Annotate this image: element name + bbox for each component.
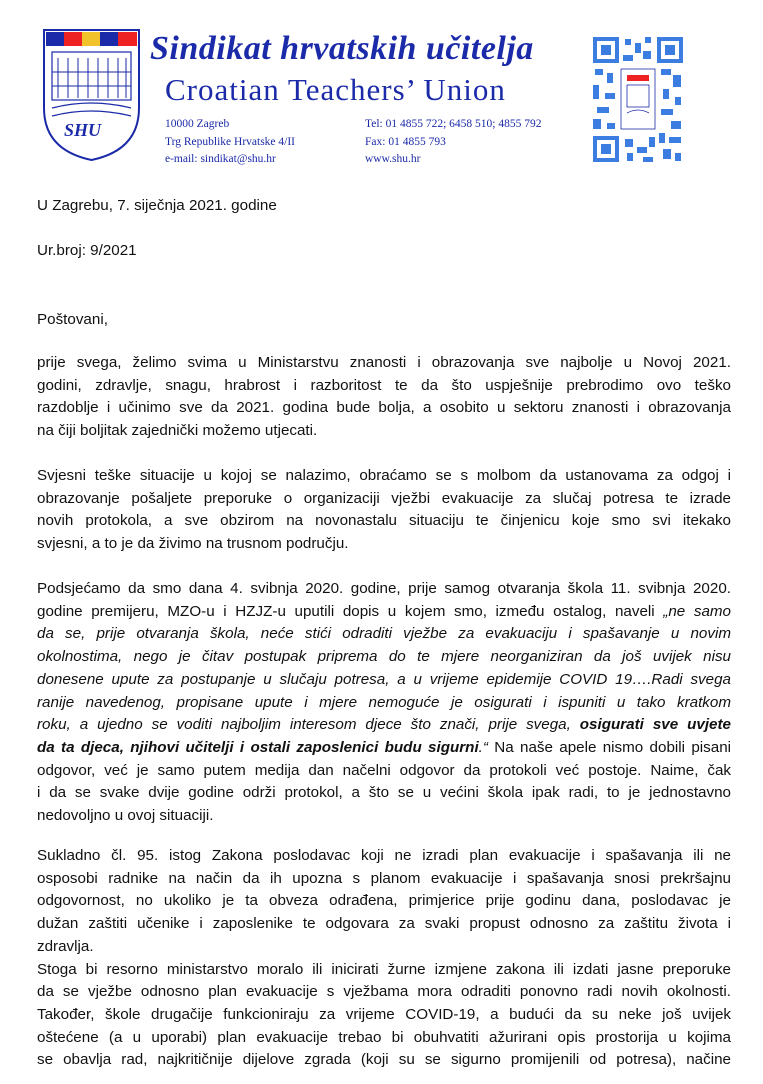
text-line: da se vježbe odnosno plan evakuacije s vježbama mora odraditi ponovno radi novih okolnosti.: [37, 983, 731, 1001]
reference-number: Ur.broj: 9/2021: [37, 242, 137, 259]
text-line: prije svega, želimo svima u Ministarstvu znanosti i obrazovanja sve najbolje u Novoj 2021.: [37, 354, 731, 371]
text-line: novih protokola, a sve obzirom na novonastalu situaciju te činjenicu koje smo svi itekako: [37, 512, 731, 530]
text-line: Također, škole drugačije funkcioniraju za vrijeme COVID-19, a budući da su neke još uvijek: [37, 1005, 731, 1023]
quote-line: [37, 714, 731, 737]
text-line: [37, 601, 731, 624]
text-line: zdravlja.: [37, 937, 94, 955]
quote-line: okolnostima, nego je čitav postupak priprema do te mjere neorganiziran da još uvijek nisu: [37, 648, 731, 666]
qr-code[interactable]: [593, 37, 683, 162]
paragraph-request: [37, 465, 731, 556]
quote-span: roku, a ujedno se voditi najboljim interesom djece što znači, prije svega,: [37, 716, 580, 734]
union-subtitle: Croatian Teachers’ Union: [165, 72, 506, 107]
text-line: godini, zdravlje, snagu, hrabrost i razboritost te da što uspješnije prebrodimo ovo teško: [37, 376, 731, 394]
paragraph-law: [37, 845, 731, 1072]
union-title: Sindikat hrvatskih učitelja: [150, 30, 534, 67]
quote-emphasis: da ta djeca, njihovi učitelji i ostali zaposlenici budu sigurni: [37, 738, 479, 756]
text-line: na čiji boljitak zajednički možemo utjecati.: [37, 422, 318, 440]
fax-line: Fax: 01 4855 793: [365, 136, 446, 148]
quote-line: [37, 737, 731, 760]
text-line: svjesni, a to je da živimo na trusnom području.: [37, 535, 349, 553]
quote-emphasis: osigurati sve uvjete: [579, 716, 731, 734]
union-crest-logo: [40, 28, 143, 162]
text-span: Na naše apele nismo dobili pisani: [487, 738, 732, 756]
text-line: Svjesni teške situacije u kojoj se nalazimo, obraćamo se s molbom da ustanovama za odgoj i: [37, 467, 731, 484]
letterhead: [0, 0, 763, 175]
text-span: godine premijeru, MZO-u i HZJZ-u uputili dopis u kojem smo, između ostalog, naveli: [37, 602, 664, 620]
text-line: obrazovanje pošaljete preporuke o organizaciji vježbi evakuacije za slučaj potresa te izrade: [37, 489, 731, 507]
text-line: Sukladno čl. 95. istog Zakona poslodavac koji ne izradi plan evakuacije i spašavanja ili ne: [37, 847, 731, 864]
text-line: odgovor, već je samo putem medija dan načelni odgovor da protokoli već postoje. Naime, čak: [37, 761, 731, 779]
web-link[interactable]: www.shu.hr: [365, 153, 421, 165]
text-line: Stoga bi resorno ministarstvo moralo ili inicirati žurne izmjene zakona ili izdati jasne preporuke: [37, 960, 731, 978]
text-line: oštećene (a u uporabi) plan evakuacije trebao bi obuhvatiti ažurirani opis prostorija u kojima: [37, 1028, 731, 1046]
salutation: Poštovani,: [37, 311, 108, 328]
quote-line: ranije navedenog, propisane upute i mjere nemoguće je osigurati i ispuniti u tako kratkom: [37, 693, 731, 711]
address-line-2: Trg Republike Hrvatske 4/II: [165, 136, 296, 148]
text-line: odgovornost, no ukoliko je ta obveza odrađena, primjerice prije godinu dana, poslodavac je: [37, 892, 731, 910]
text-line: i da se svake dvije godine održi protokol, a što se u većini škola ipak radi, to je jednostavno: [37, 784, 731, 802]
text-line: razdoblje i učinimo sve da 2021. godina bude bolja, a osobito u sektoru znanosti i obrazovanja: [37, 399, 731, 417]
email-line: e-mail: sindikat@shu.hr: [165, 153, 276, 165]
crest-monogram: SHU: [64, 120, 102, 140]
text-line: dužan zaštiti učenike i zaposlenike te odgovara za svaki propust odnosno za zaštitu života i: [37, 915, 731, 933]
text-line: nedovoljno u ovoj situaciji.: [37, 807, 214, 825]
text-line: se obavlja rad, najkritičnije dijelove zgrada (koji su se sigurno promijenili od potresa), načine: [37, 1051, 731, 1069]
letter-date: U Zagrebu, 7. siječnja 2021. godine: [37, 197, 277, 214]
paragraph-reminder: [37, 578, 731, 828]
text-line: osposobi radnike na način da ih upozna s planom evakuacije i spašavanja snosi prekršajnu: [37, 869, 731, 887]
address-line-1: 10000 Zagreb: [165, 118, 230, 130]
text-line: Podsjećamo da smo dana 4. svibnja 2020. godine, prije samog otvaranja škola 11. svibnja 2020.: [37, 580, 731, 597]
quote-line: donesene upute za postupanje u slučaju potresa, a u vrijeme epidemije COVID 19….Radi svega: [37, 670, 731, 688]
paragraph-greetings: [37, 352, 731, 443]
quote-line: da se, prije otvaranja škola, neće stići odraditi vježbe za evakuaciju i spašavanje u novim: [37, 625, 731, 643]
quote-start: „ne samo: [663, 602, 732, 620]
phone-line: Tel: 01 4855 722; 6458 510; 4855 792: [365, 118, 542, 130]
quote-end: .“: [478, 738, 488, 756]
